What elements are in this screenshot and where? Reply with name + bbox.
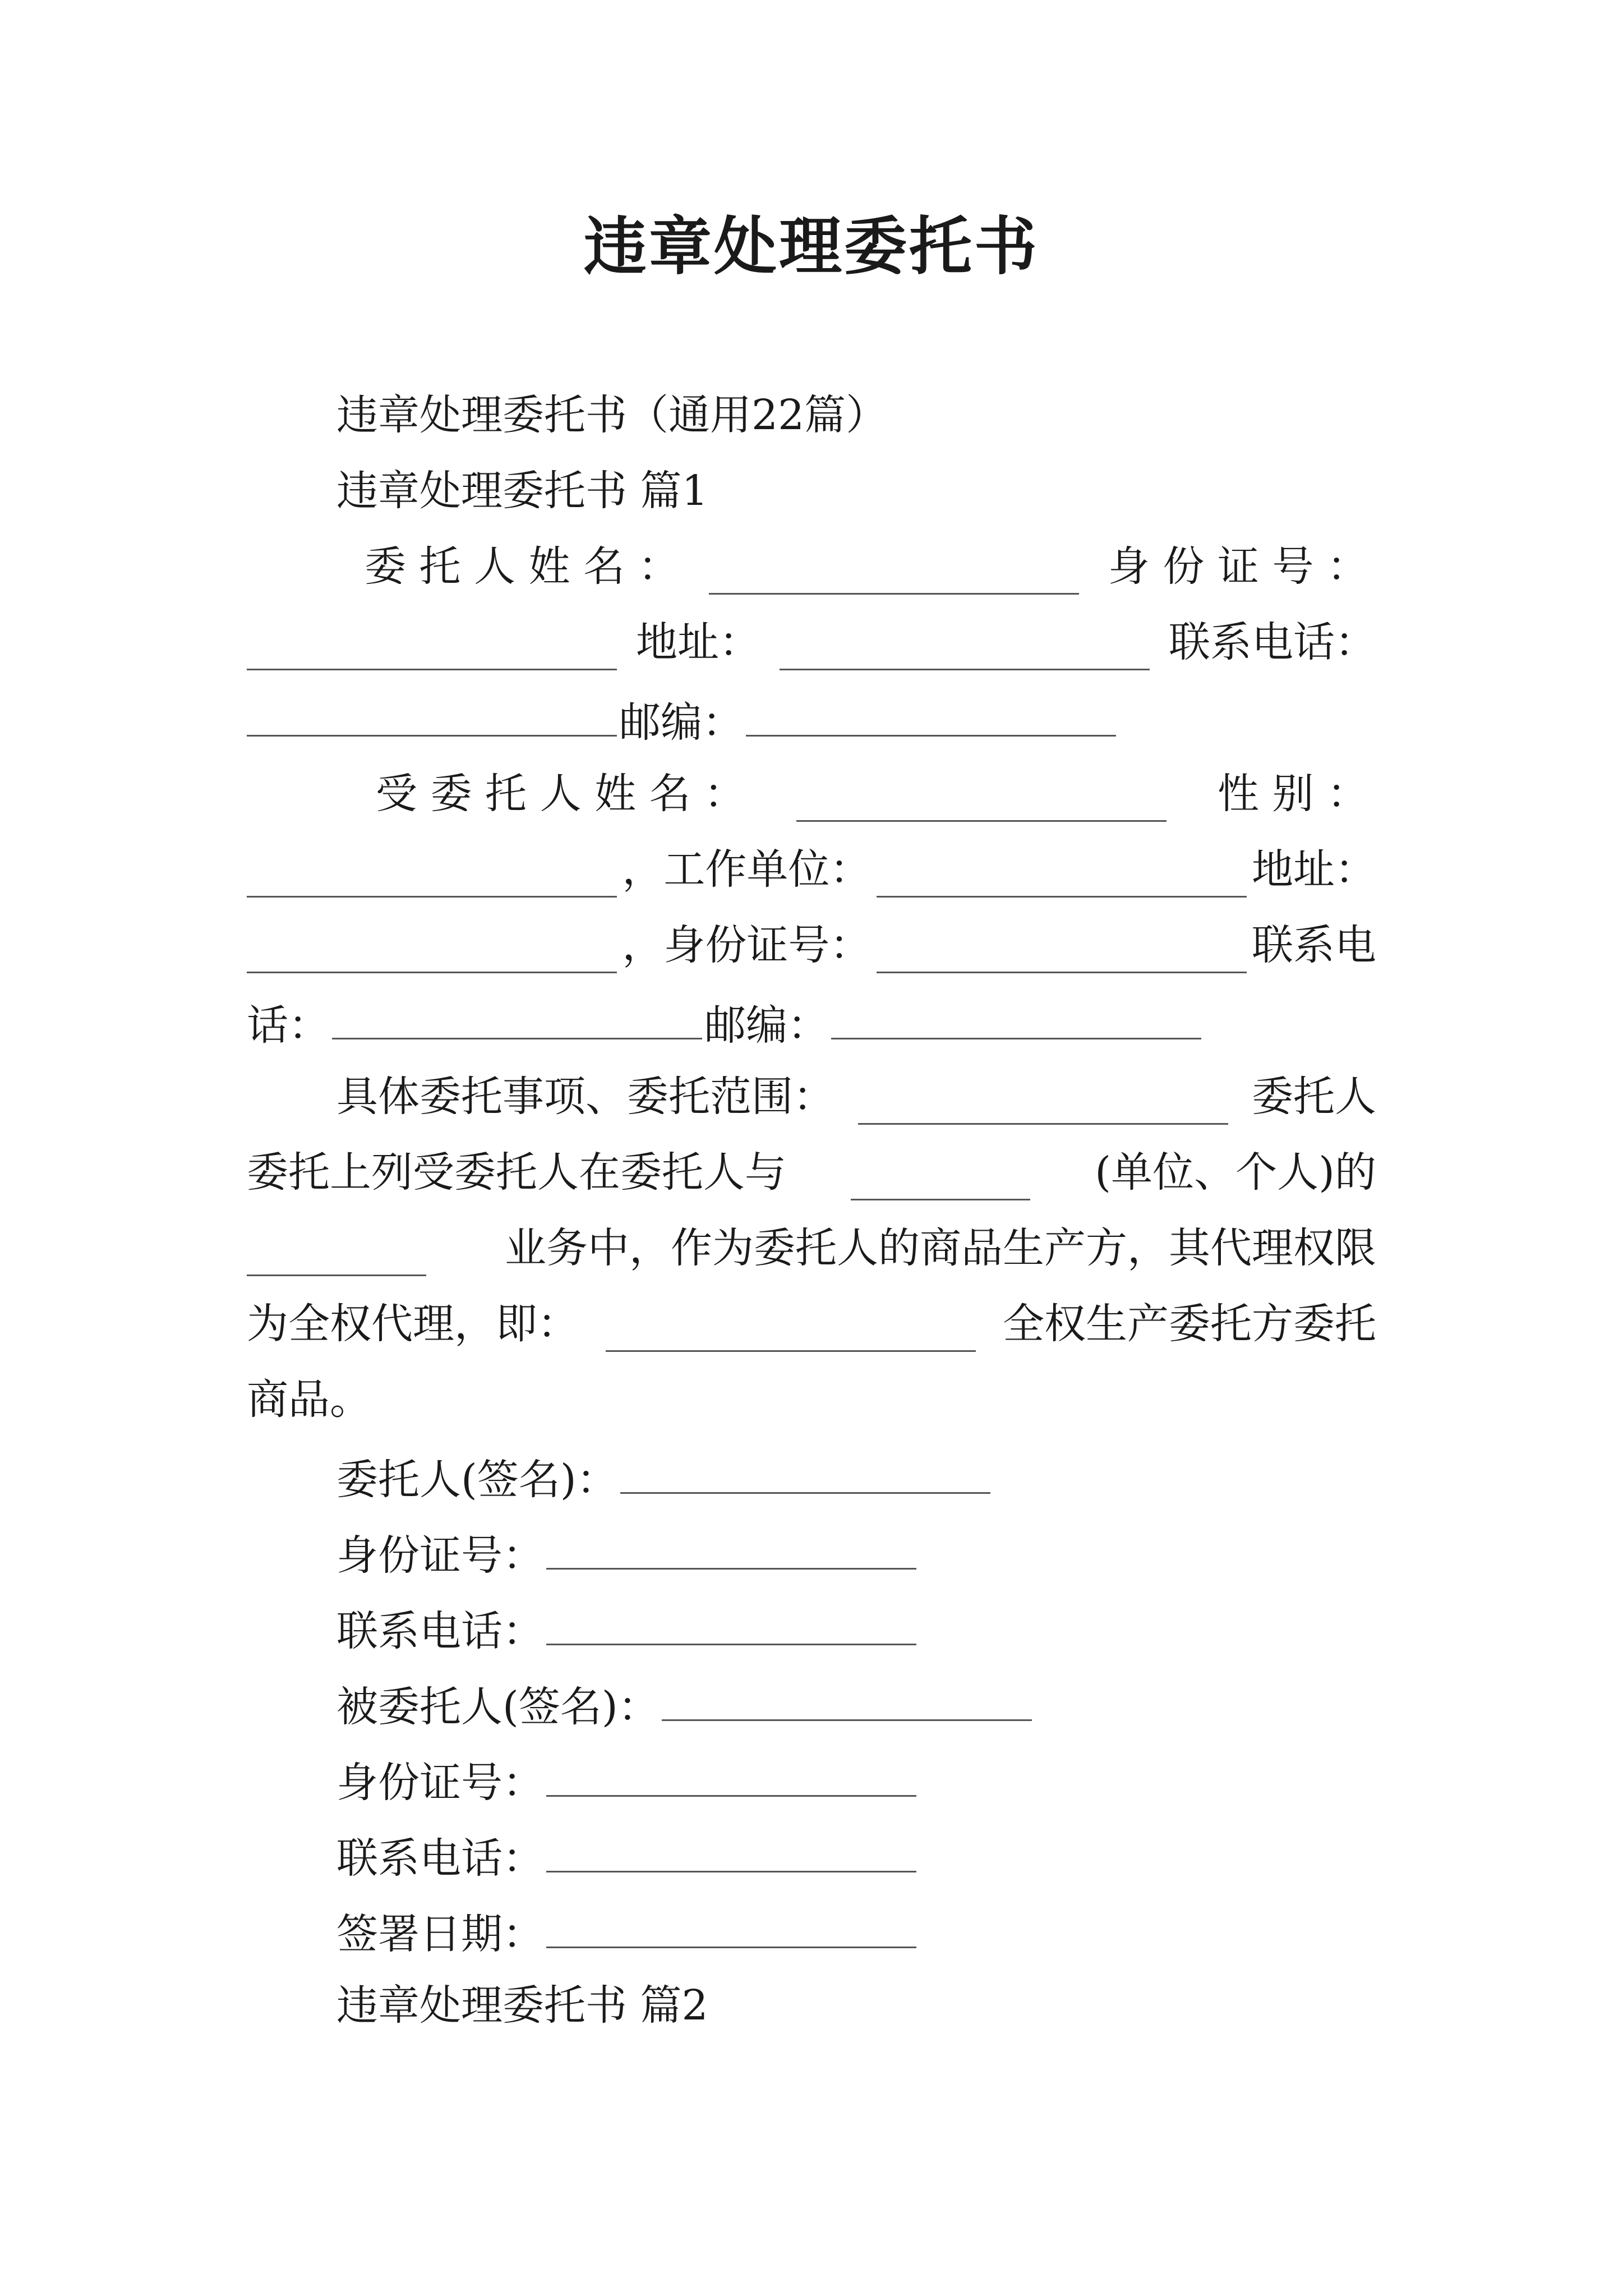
body-row-a (247, 1144, 1376, 1200)
sig-principal-row (336, 1447, 993, 1503)
sig-date-row (336, 1902, 919, 1958)
sig-date-blank[interactable] (546, 1902, 916, 1948)
agent-work-row (247, 841, 1376, 898)
agent-id-row (247, 917, 1376, 973)
principal-address-row (247, 614, 1376, 670)
body-text-d: 为全权代理，即： (247, 1300, 579, 1348)
body-row-c (247, 1220, 1376, 1276)
principal-address-blank[interactable] (780, 624, 1150, 670)
agent-address-label: 地址： (1251, 845, 1376, 894)
principal-name-blank[interactable] (709, 548, 1079, 595)
agent-name-label: 受 委 托 人 姓 名 ： (376, 770, 746, 818)
sig-id-label: 身份证号： (336, 1531, 544, 1580)
agent-id-blank[interactable] (877, 927, 1247, 973)
principal-postcode-row (247, 690, 1118, 746)
agent-phone-label-part1: 联系电 (1251, 921, 1376, 969)
scope-blank[interactable] (858, 1078, 1228, 1125)
scope-label: 具体委托事项、委托范围： (336, 1073, 834, 1121)
sig-principal-blank[interactable] (620, 1447, 990, 1494)
body-row-d (247, 1296, 1376, 1352)
scope-tail: 委托人 (1252, 1073, 1376, 1121)
sig-date-label: 签署日期： (336, 1910, 544, 1958)
sig-id2-row (336, 1750, 919, 1806)
section1-heading: 违章处理委托书 篇1 (336, 467, 708, 515)
body-text-c: 业务中，作为委托人的商品生产方，其代理权限 (505, 1224, 1376, 1272)
agent-phone-blank[interactable] (332, 993, 702, 1039)
sig-phone2-blank[interactable] (546, 1826, 916, 1872)
counterparty-blank[interactable] (851, 1154, 1030, 1200)
principal-id-blank[interactable] (247, 624, 617, 670)
agent-postcode-blank[interactable] (831, 993, 1201, 1039)
agent-row (376, 766, 1368, 822)
agent-gender-label: 性 别 ： (1217, 770, 1368, 818)
principal-address-label: 地址： (636, 618, 760, 666)
agent-work-unit-label: ，工作单位： (622, 845, 872, 894)
principal-row (365, 539, 1368, 595)
agent-address-blank[interactable] (247, 927, 617, 973)
body-text-a: 委托上列受委托人在委托人与 (247, 1148, 786, 1197)
principal-phone-blank[interactable] (247, 690, 617, 737)
sig-phone2-label: 联系电话： (336, 1834, 544, 1883)
section2-heading: 违章处理委托书 篇2 (336, 1981, 708, 2030)
sig-phone-row (336, 1599, 919, 1655)
agent-gender-blank[interactable] (247, 851, 617, 898)
business-blank[interactable] (247, 1230, 426, 1276)
sig-id-row (336, 1523, 919, 1579)
agent-work-unit-blank[interactable] (877, 851, 1247, 898)
agent-postcode-label: 邮编： (704, 1001, 829, 1050)
agent-name-blank[interactable] (796, 775, 1166, 822)
sig-id-blank[interactable] (546, 1523, 916, 1570)
authority-blank[interactable] (606, 1305, 976, 1352)
sig-phone-blank[interactable] (546, 1599, 916, 1645)
principal-name-label: 委 托 人 姓 名 ： (365, 542, 680, 591)
principal-postcode-label: 邮编： (619, 698, 744, 747)
sig-id2-blank[interactable] (546, 1750, 916, 1797)
principal-postcode-blank[interactable] (746, 690, 1116, 737)
agent-id-label: ，身份证号： (622, 921, 872, 969)
document-title: 违章处理委托书 (584, 210, 1039, 283)
sig-principal-label: 委托人(签名)： (336, 1456, 618, 1504)
sig-agent-row (336, 1674, 1034, 1731)
body-text-f: 商品。 (247, 1375, 371, 1424)
sig-agent-blank[interactable] (662, 1674, 1032, 1721)
sig-phone2-row (336, 1826, 919, 1882)
agent-phone-row (247, 993, 1204, 1049)
principal-phone-label: 联系电话： (1169, 618, 1376, 666)
sig-agent-label: 被委托人(签名)： (336, 1683, 660, 1731)
sig-id2-label: 身份证号： (336, 1759, 544, 1807)
sig-phone-label: 联系电话： (336, 1607, 544, 1655)
intro-line: 违章处理委托书（通用22篇） (336, 391, 888, 439)
body-text-b: (单位、个人)的 (1095, 1148, 1376, 1197)
scope-row (336, 1069, 1376, 1125)
principal-id-label: 身 份 证 号 ： (1108, 542, 1368, 591)
agent-phone-label-part2: 话： (247, 1001, 330, 1050)
body-text-e: 全权生产委托方委托 (1003, 1300, 1376, 1348)
